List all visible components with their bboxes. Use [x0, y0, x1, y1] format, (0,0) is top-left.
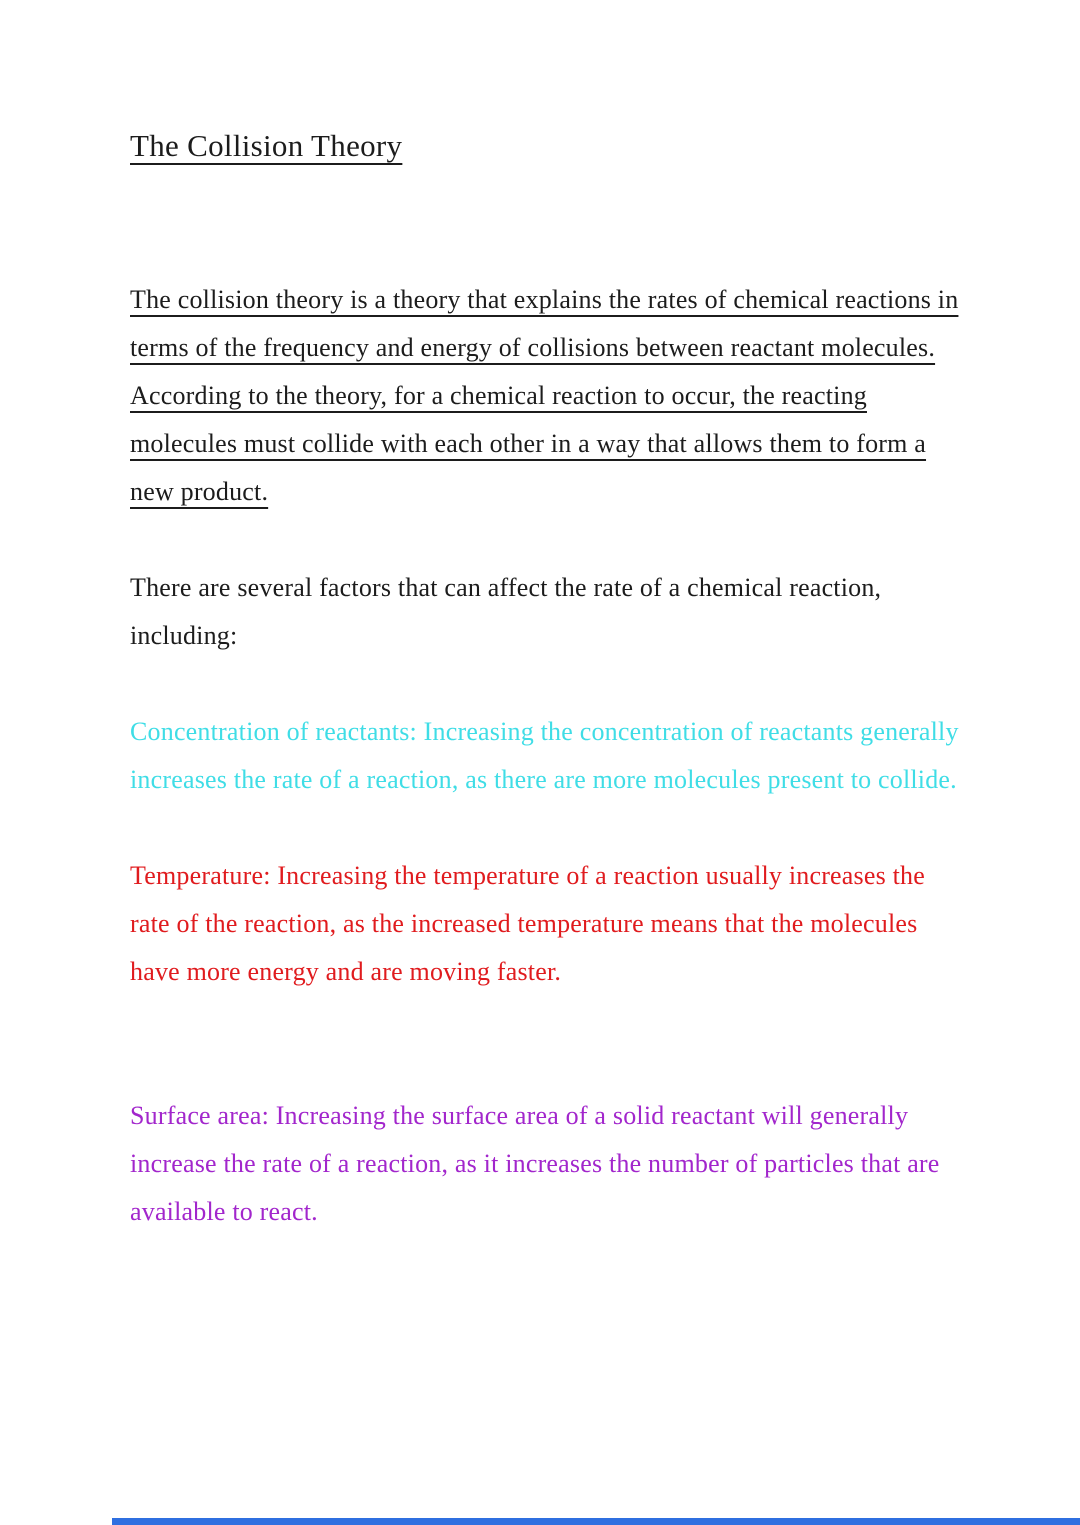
document-content [130, 128, 962, 1284]
page-title [130, 128, 962, 164]
factors-intro-paragraph: There are several factors that can affect the rate of a chemical reaction, including: [130, 573, 882, 650]
intro-paragraph: The collision theory is a theory that explains the rates of chemical reactions in terms of the frequency and energy of collisions between reactant molecules. According to the theory, for a chemical reaction to occur, the reacting molecules must collide with each other in a way that allows them to form a new product. [130, 285, 959, 506]
bottom-page-divider [112, 1518, 1080, 1525]
concentration-paragraph: Concentration of reactants: Increasing the concentration of reactants generally increases the rate of a reaction, as there are more molecules present to collide. [130, 717, 959, 794]
page-title-text: The Collision Theory [130, 128, 403, 163]
surface-area-paragraph: Surface area: Increasing the surface area of a solid reactant will generally increase the rate of a reaction, as it increases the number of particles that are available to react. [130, 1101, 940, 1226]
temperature-paragraph: Temperature: Increasing the temperature of a reaction usually increases the rate of the reaction, as the increased temperature means that the molecules have more energy and are moving faster. [130, 861, 925, 986]
